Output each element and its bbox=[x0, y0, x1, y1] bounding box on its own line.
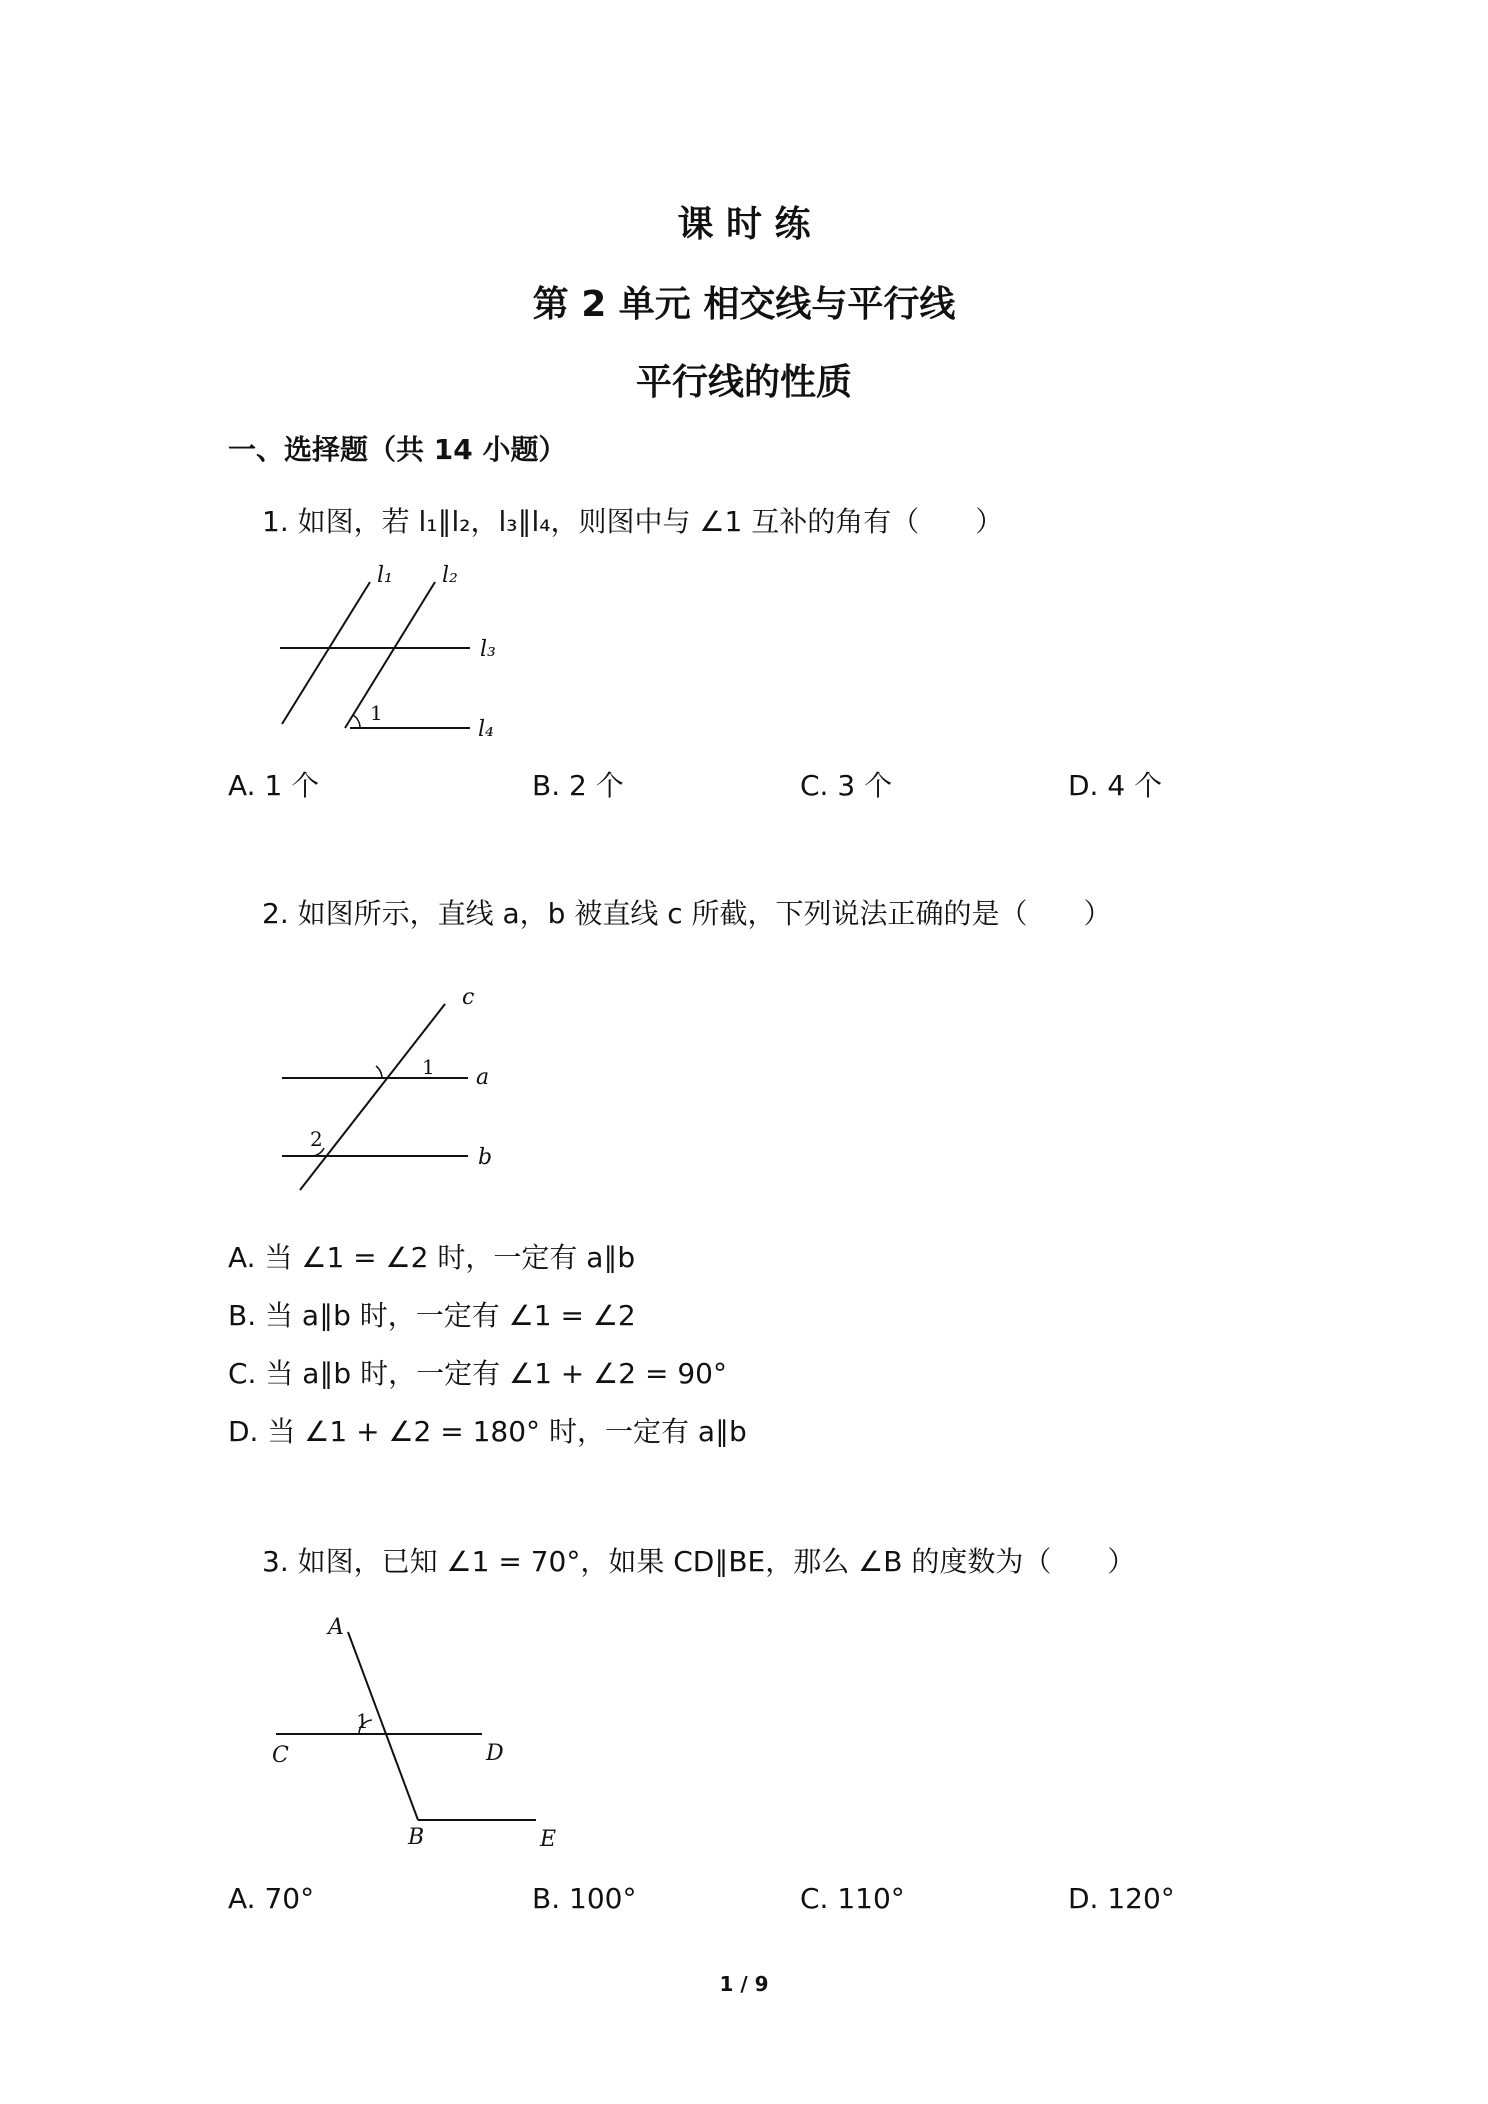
question-3-figure bbox=[260, 1610, 580, 1850]
label-l4: l₄ bbox=[478, 717, 494, 740]
question-2-figure bbox=[270, 984, 510, 1194]
page-title: 课 时 练 bbox=[677, 204, 811, 245]
q2-option-d[interactable]: D. 当 ∠1 + ∠2 = 180° 时，一定有 a∥b bbox=[228, 1415, 747, 1448]
q3-option-d[interactable]: D. 120° bbox=[1068, 1882, 1175, 1915]
q1-option-c[interactable]: C. 3 个 bbox=[800, 769, 893, 802]
label-D: D bbox=[486, 1741, 504, 1766]
question-1-figure bbox=[260, 560, 520, 740]
question-1-stem: 1. 如图，若 l₁∥l₂，l₃∥l₄，则图中与 ∠1 互补的角有（ ） bbox=[262, 505, 1004, 538]
angle-arc-1 bbox=[353, 715, 360, 728]
section-heading: 一、选择题（共 14 小题） bbox=[228, 433, 567, 466]
label-l1: l₁ bbox=[377, 563, 393, 588]
label-angle-1: 1 bbox=[356, 1709, 369, 1733]
label-B: B bbox=[408, 1825, 425, 1850]
label-C: C bbox=[272, 1743, 289, 1768]
label-E: E bbox=[540, 1827, 557, 1850]
label-c: c bbox=[462, 985, 475, 1010]
question-3-stem: 3. 如图，已知 ∠1 = 70°，如果 CD∥BE，那么 ∠B 的度数为（ ） bbox=[262, 1545, 1136, 1578]
page-number: 1 / 9 bbox=[719, 1972, 769, 1996]
q1-option-d[interactable]: D. 4 个 bbox=[1068, 769, 1163, 802]
label-angle-1: 1 bbox=[370, 701, 383, 725]
label-l2: l₂ bbox=[442, 563, 458, 588]
q2-option-c[interactable]: C. 当 a∥b 时，一定有 ∠1 + ∠2 = 90° bbox=[228, 1357, 727, 1390]
lesson-title: 平行线的性质 bbox=[635, 362, 852, 403]
q1-option-a[interactable]: A. 1 个 bbox=[228, 769, 320, 802]
label-a: a bbox=[476, 1065, 490, 1090]
label-A: A bbox=[328, 1615, 344, 1640]
q1-option-b[interactable]: B. 2 个 bbox=[532, 769, 624, 802]
line-c bbox=[300, 1004, 445, 1190]
label-b: b bbox=[478, 1145, 493, 1170]
question-2-stem: 2. 如图所示，直线 a，b 被直线 c 所截，下列说法正确的是（ ） bbox=[262, 897, 1112, 930]
label-angle-1: 1 bbox=[422, 1055, 435, 1079]
q2-option-a[interactable]: A. 当 ∠1 = ∠2 时，一定有 a∥b bbox=[228, 1241, 636, 1274]
q2-option-b[interactable]: B. 当 a∥b 时，一定有 ∠1 = ∠2 bbox=[228, 1299, 636, 1332]
line-l2 bbox=[345, 582, 435, 728]
angle-arc-1 bbox=[376, 1066, 382, 1078]
line-l1 bbox=[282, 582, 370, 724]
unit-title: 第 2 单元 相交线与平行线 bbox=[532, 284, 956, 325]
q3-option-a[interactable]: A. 70° bbox=[228, 1882, 315, 1915]
q3-option-b[interactable]: B. 100° bbox=[532, 1882, 637, 1915]
label-l3: l₃ bbox=[480, 637, 496, 662]
q3-option-c[interactable]: C. 110° bbox=[800, 1882, 905, 1915]
label-angle-2: 2 bbox=[310, 1127, 323, 1151]
